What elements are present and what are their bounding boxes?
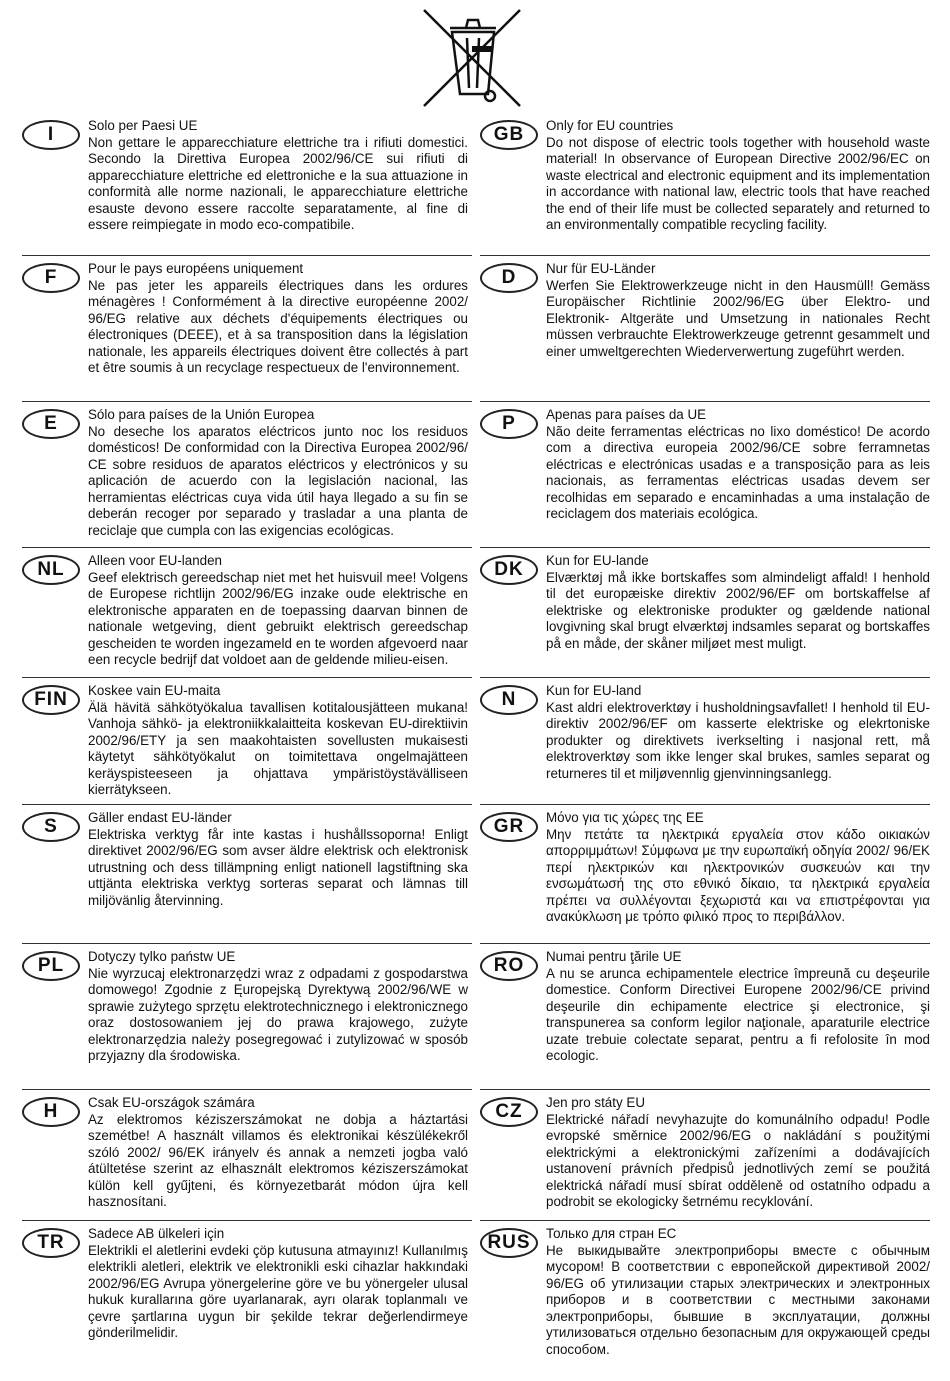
block-body: Non gettare le apparecchiature elettriche tra i rifiuti domestici. Secondo la Direttiva Europea 2002/96/CE sui rifiuti di apparecchiature elettriche ed elettroniche e la sua attuazione in conformità alle norme nazionali, le apparecchiature elettriche esauste devono essere raccolte separatamente, al fine di essere reimpiegate in modo eco-compatibile. — [88, 134, 468, 232]
lang-badge: CZ — [480, 1097, 538, 1127]
block-title: Numai pentru ţările UE — [546, 949, 682, 964]
block-body: Elektrikli el aletlerini evdeki çöp kutusuna atmayınız! Kullanılmış elektrikli aletleri, elektrik ve elektronikli eski cihazlar hakkındaki 2002/96/EG Avrupa yönergelerine göre ve bu yönergeler ulusal hukuk kurallarına göre uyarlanarak, ayrı olarak toplanmalı ve çevre şartlarına uygun bir şekilde tekrar değerlendirmeye gönderilmelidir. — [88, 1242, 468, 1340]
lang-block-s — [22, 804, 472, 943]
divider — [480, 1089, 930, 1090]
block-body: Μην πετάτε τα ηλεκτρικά εργαλεία στον κάδο οικιακών απορριμμάτων! Σύμφωνα με την ευρωπαϊκή οδηγία 2002/ 96/ΕΚ περί ηλεκτρικών και ηλεκτρονικών συσκευών και την ενσωμάτωσή της στο εθνικό δίκαιο, τα ηλεκτρικά εργαλεία πρέπει να συλλέγονται ξεχωριστά και να επιστρέφονται για ανακύκλωση με τρόπο φιλικό προς το περιβάλλον. — [546, 826, 930, 924]
lang-badge: TR — [22, 1228, 80, 1258]
block-title: Jen pro státy EU — [546, 1095, 645, 1110]
block-body: Älä hävitä sähkötyökalua tavallisen kotitalousjätteen mukana! Vanhoja sähkö- ja elektroniikkalaitteita koskevan EU-direktiivin 2002/96/ETY ja sen maakohtaisten sovellusten mukaisesti käytetyt sähkötyökalut on toimitettava ongelmajätteen keräyspisteeseen ja ohjattava ympäristöystävälliseen kierrätykseen. — [88, 699, 468, 797]
block-body: Ne pas jeter les appareils électriques dans les ordures ménagères ! Conformément à la directive européenne 2002/ 96/EG relative aux déchets d'équipements électriques ou électroniques (DEEE), et à sa transposition dans la législation nationale, les appareils électriques doivent être collectés à part et être soumis à un recyclage respectueux de l'environnement. — [88, 277, 468, 375]
block-body: Geef elektrisch gereedschap niet met het huisvuil mee! Volgens de Europese richtlijn 2002/96/EG inzake oude elektrische en elektronische apparaten en de toepassing daarvan binnen de nationale wetgeving, dient gebruikt elektrisch gereedschap gescheiden te worden ingezameld en te worden afgevoerd naar een recycle bedrijf dat voldoet aan de geldende milieu-eisen. — [88, 569, 468, 667]
block-body: A nu se arunca echipamentele electrice împreună cu deşeurile domestice. Conform Directivei Europene 2002/96/CE privind deşeurile din echipamente electrice şi electronice, şi transpunerea sa conform legilor naţionale, aparaturile electrice uzate trebuie colectate separat, pentru a fi refolosite în mod ecologic. — [546, 965, 930, 1063]
lang-badge: D — [480, 263, 538, 293]
block-title: Μόνο για τις χώρες της ΕΕ — [546, 810, 704, 825]
block-body: Elværktøj må ikke bortskaffes som almindeligt affald! I henhold til det europæiske direktiv 2002/96/EF om bortskaffelse af elektriske og elektroniske produkter og gældende national lovgivning skal brugt elværktøj indsamles separat og bortskaffes på en måde, der skåner miljøet mest muligt. — [546, 569, 930, 651]
lang-block-cz — [480, 1089, 930, 1220]
lang-block-i — [22, 112, 472, 255]
lang-block-nl — [22, 547, 472, 677]
divider — [22, 677, 472, 678]
lang-badge: F — [22, 263, 80, 293]
lang-block-n — [480, 677, 930, 804]
lang-block-ro — [480, 943, 930, 1089]
divider — [480, 1220, 930, 1221]
divider — [480, 804, 930, 805]
divider — [480, 943, 930, 944]
lang-block-rus — [480, 1220, 930, 1360]
lang-block-pl — [22, 943, 472, 1089]
block-title: Koskee vain EU-maita — [88, 683, 221, 698]
lang-badge: E — [22, 409, 80, 439]
block-body: No deseche los aparatos eléctricos junto noc los residuos domésticos! De conformidad con la Directiva Europea 2002/96/ CE sobre residuos de aparatos eléctricos y electrónicos y su aplicación de acuerdo con la legislación nacional, las herramientas eléctricas cuya vida útil haya llegado a su fin se deberán recoger por separado y trasladar a una planta de reciclaje que cumpla con las exigencias ecológicas. — [88, 423, 468, 538]
block-body: Не выкидывайте электроприборы вместе с обычным мусором! В соответствии с европейской директивой 2002/ 96/EG об утилизации старых электрических и электронных приборов и в соответствии с местными законами электроприборы, бывшие в эксплуатации, должны утилизоваться отдельно безопасным для окружающей среды способом. — [546, 1242, 930, 1357]
lang-block-h — [22, 1089, 472, 1220]
lang-block-gb — [480, 112, 930, 255]
lang-badge: P — [480, 409, 538, 439]
lang-badge: I — [22, 120, 80, 150]
divider — [480, 255, 930, 256]
lang-badge: GB — [480, 120, 538, 150]
divider — [480, 401, 930, 402]
lang-block-d — [480, 255, 930, 401]
lang-block-e — [22, 401, 472, 547]
divider — [22, 401, 472, 402]
divider — [22, 1089, 472, 1090]
block-title: Apenas para países da UE — [546, 407, 707, 422]
block-title: Only for EU countries — [546, 118, 674, 133]
lang-block-tr — [22, 1220, 472, 1360]
lang-badge: NL — [22, 555, 80, 585]
block-body: Do not dispose of electric tools together with household waste material! In observance of European Directive 2002/96/EC on waste electrical and electronic equipment and its implementation in accordance with national law, electric tools that have reached the end of their life must be collected separately and returned to an environmentally compatible recycling facility. — [546, 134, 930, 232]
lang-badge: RUS — [480, 1228, 538, 1258]
lang-badge: S — [22, 812, 80, 842]
left-column — [22, 112, 472, 1360]
lang-badge: DK — [480, 555, 538, 585]
right-column — [480, 112, 930, 1360]
block-title: Gäller endast EU-länder — [88, 810, 232, 825]
block-body: Az elektromos kéziszerszámokat ne dobja a háztartási szemétbe! A használt villamos és elektronikai készülékekről szóló 2002/ 96/EK irányelv és annak a nemzeti jogba való átültetése szerint az elhasznált elektromos kéziszerszámokat külön kell gyűjteni, és környezetbarát módon újra kell hasznosítani. — [88, 1111, 468, 1209]
block-body: Werfen Sie Elektrowerkzeuge nicht in den Hausmüll! Gemäss Europäischer Richtlinie 2002/96/EG über Elektro- und Elektronik- Altgeräte und Umsetzung in nationales Recht müssen verbrauchte Elektrowerkzeuge getrennt gesammelt und einer umweltgerechten Wiederverwertung zugeführt werden. — [546, 277, 930, 359]
divider — [22, 1220, 472, 1221]
block-title: Pour le pays européens uniquement — [88, 261, 304, 276]
lang-badge: FIN — [22, 685, 80, 715]
divider — [22, 255, 472, 256]
block-body: Elektriska verktyg får inte kastas i hushållssoporna! Enligt direktivet 2002/96/EG som avser äldre elektrisk och elektronisk utrustning och dess tillämpning enligt nationell lagstiftning ska uttjänta elektriska verktyg sorteras separat och lämnas till miljövänlig återvinning. — [88, 826, 468, 908]
block-title: Dotyczy tylko państw UE — [88, 949, 236, 964]
lang-block-f — [22, 255, 472, 401]
block-title: Csak EU-országok számára — [88, 1095, 255, 1110]
divider — [22, 547, 472, 548]
lang-badge: GR — [480, 812, 538, 842]
block-title: Alleen voor EU-landen — [88, 553, 222, 568]
block-title: Только для стран ЕС — [546, 1226, 677, 1241]
block-body: Elektrické nářadí nevyhazujte do komunálního odpadu! Podle evropské směrnice 2002/96/EG o nakládání s použitými elektrickými a elektronickými zařízeními a dodávajících ustanovení právních předpisů jednotlivých zemí se použitá elektrická nářadí musí sbírat odděleně od ostatního odpadu a podrobit se ekologicky šetrnému recyklování. — [546, 1111, 930, 1209]
block-title: Solo per Paesi UE — [88, 118, 198, 133]
block-title: Nur für EU-Länder — [546, 261, 656, 276]
divider — [480, 677, 930, 678]
crossed-bin-icon — [420, 6, 526, 110]
block-title: Kun for EU-land — [546, 683, 642, 698]
block-title: Sadece AB ülkeleri için — [88, 1226, 225, 1241]
divider — [480, 547, 930, 548]
divider — [22, 943, 472, 944]
divider — [22, 804, 472, 805]
lang-block-gr — [480, 804, 930, 943]
lang-block-p — [480, 401, 930, 547]
block-body: Não deite ferramentas eléctricas no lixo doméstico! De acordo com a directiva europeia 2002/96/CE sobre ferramnetas eléctricas e electrónicas usadas e a transposição para as leis nacionais, as ferramentas eléctricas usadas devem ser recolhidas em separado e encaminhadas a uma instalação de reciclagem dos materiais ecológica. — [546, 423, 930, 521]
block-body: Kast aldri elektroverktøy i husholdningsavfallet! I henhold til EU-direktiv 2002/96/EF om kasserte elektriske og elekrtoniske produkter og direktivets iverkselting i nasjonal rett, må elektroverktøy som ikke lenger skal brukes, samles separat og returneres til et miljøvennlig gjenvinningsanlegg. — [546, 699, 930, 781]
lang-badge: PL — [22, 951, 80, 981]
lang-block-fin — [22, 677, 472, 804]
block-title: Sólo para países de la Unión Europea — [88, 407, 315, 422]
lang-block-dk — [480, 547, 930, 677]
block-title: Kun for EU-lande — [546, 553, 649, 568]
lang-badge: H — [22, 1097, 80, 1127]
lang-badge: RO — [480, 951, 538, 981]
block-body: Nie wyrzucaj elektronarzędzi wraz z odpadami z gospodarstwa domowego! Zgodnie z Ęuropejską Dyrektywą 2002/96/WE w sprawie zużytego sprzętu elektrotechnicznego i elektronicznego oraz dostosowaniem jej do prawa krajowego, zużyte elektronarzędzia należy posegregować i zutylizować w sposób przyjazny dla środowiska. — [88, 965, 468, 1063]
lang-badge: N — [480, 685, 538, 715]
